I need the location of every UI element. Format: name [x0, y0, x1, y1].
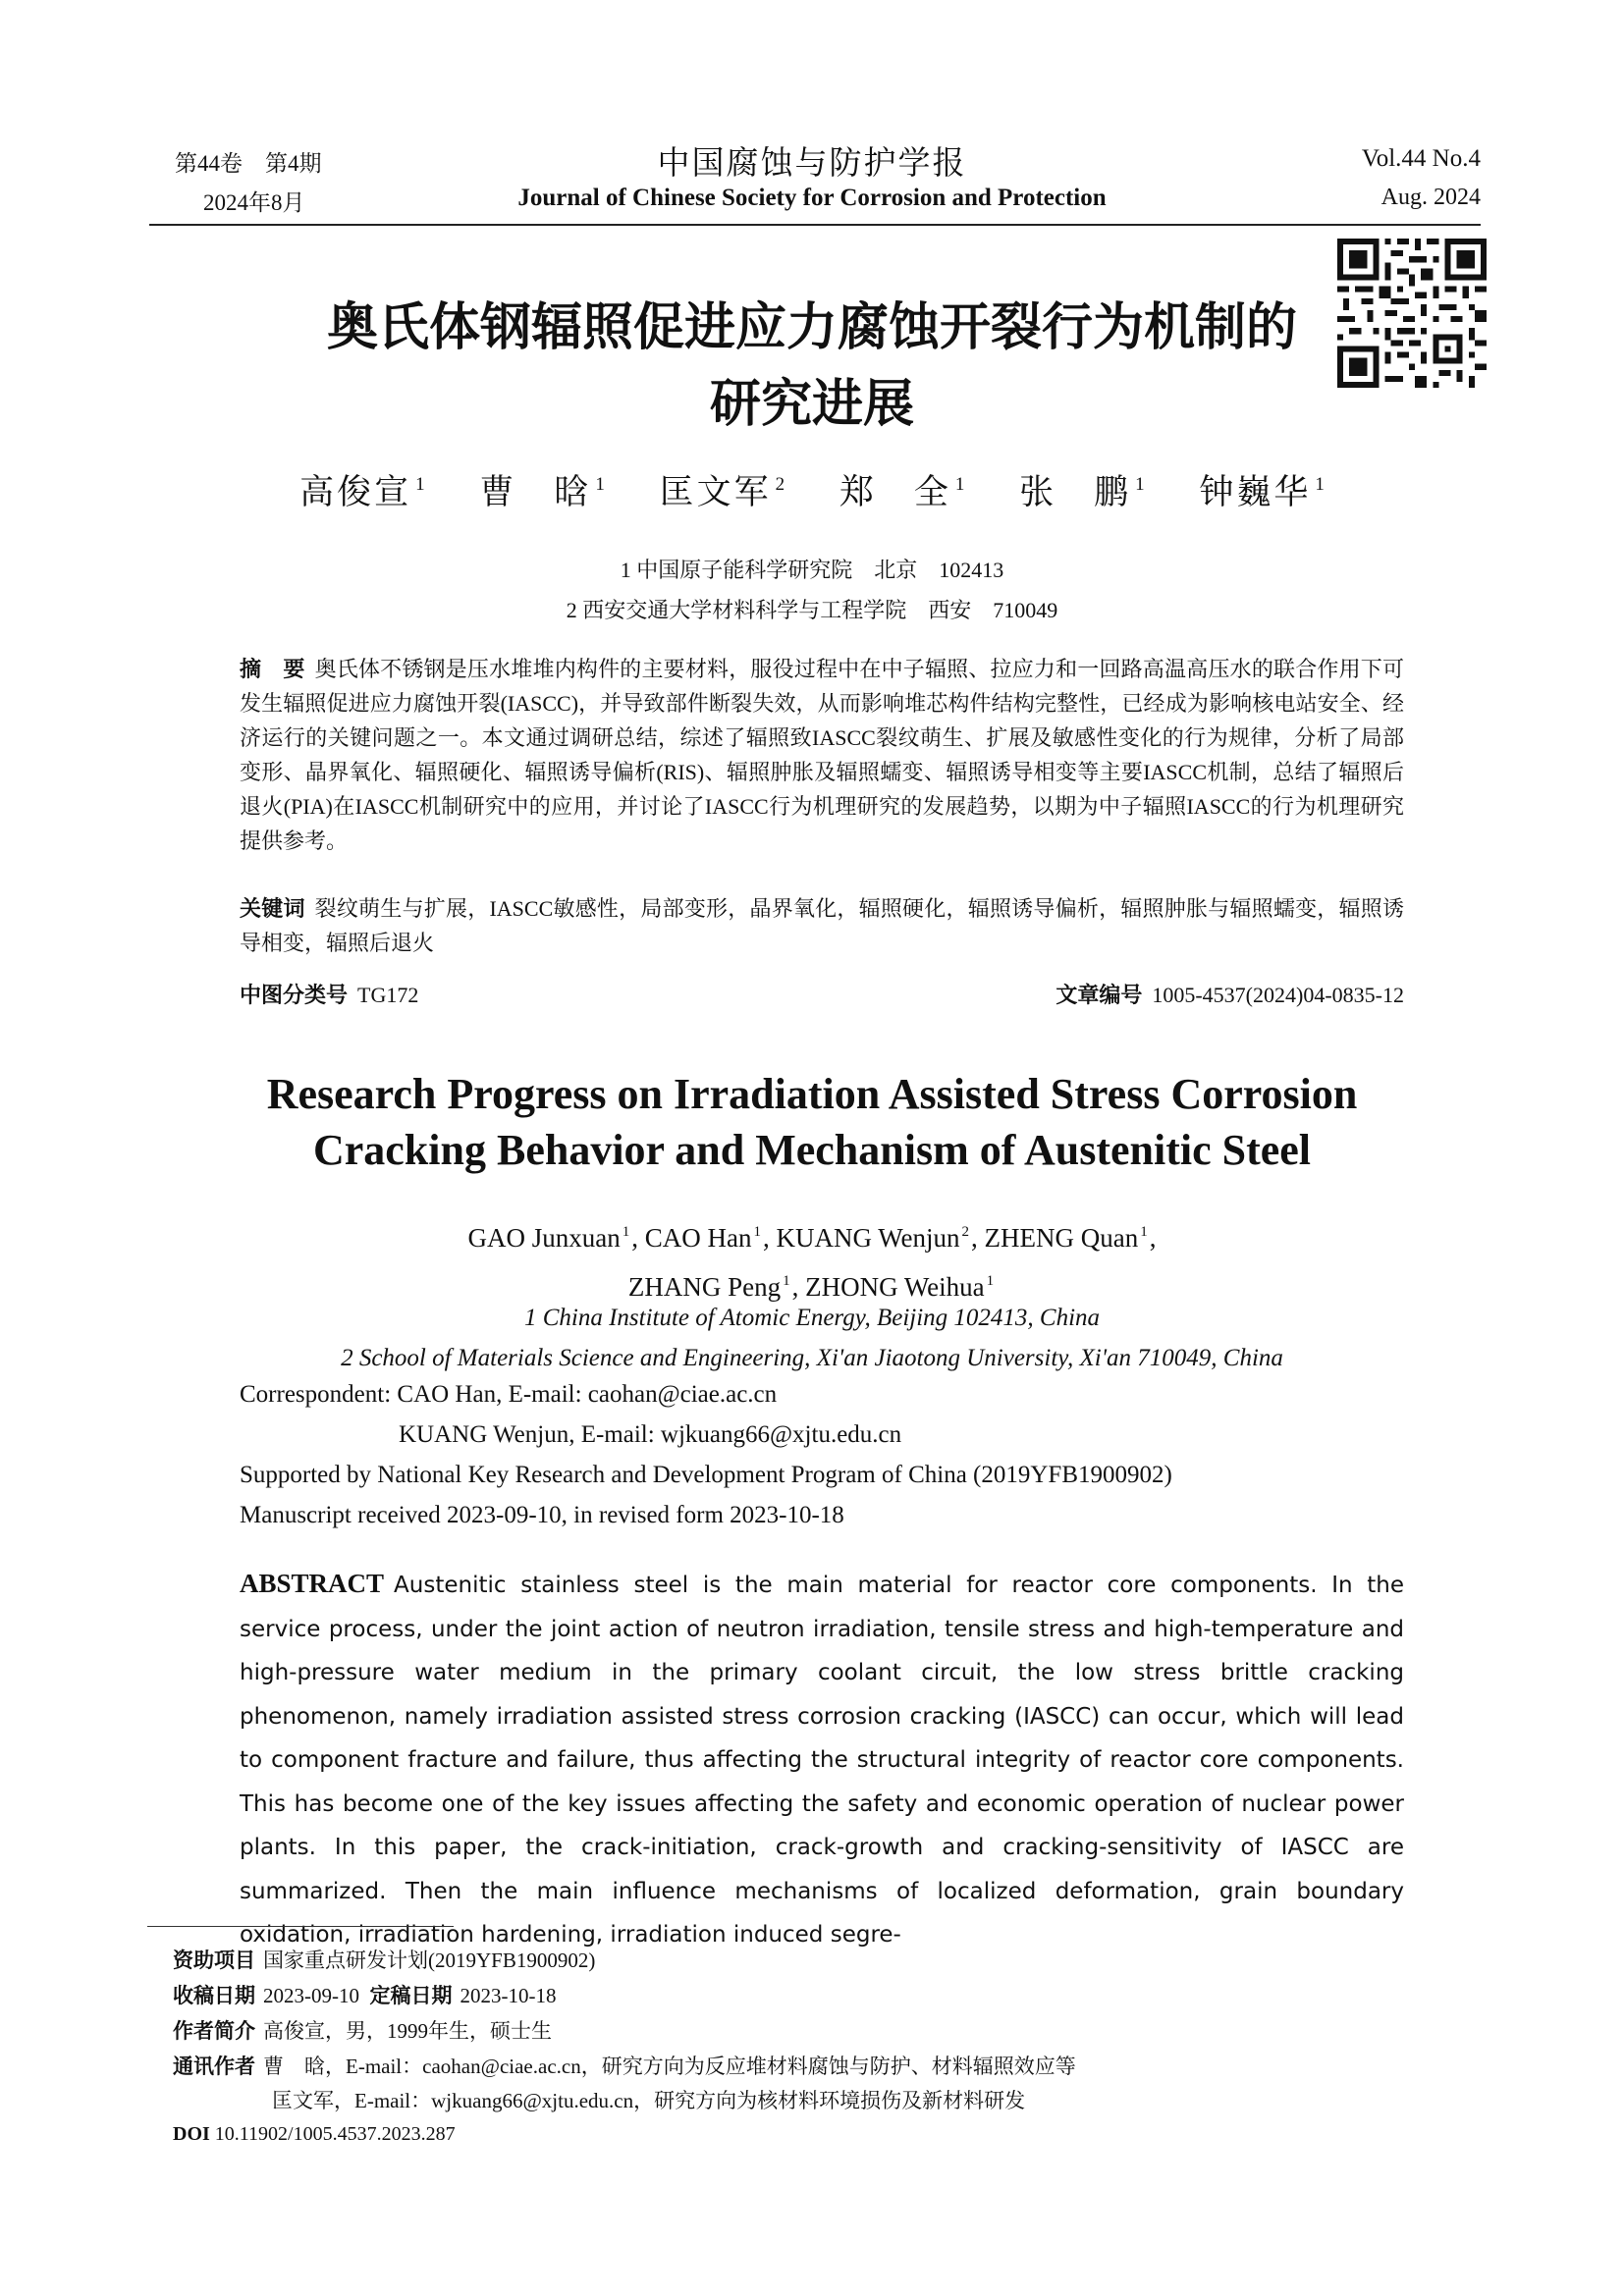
article-title-cn-line2: 研究进展 — [709, 377, 914, 433]
author-en: ZHANG Peng $^1$ — [627, 1272, 790, 1302]
author-en: ZHONG Weihua $^1$ — [805, 1272, 995, 1302]
footnote-dates: 收稿日期 2023-09-10 定稿日期 2023-10-18 — [173, 1984, 557, 2007]
abstract-en — [240, 1563, 1404, 1957]
author-list-en: GAO Junxuan $^1$, CAO Han $^1$, KUANG Wenjun $^2$, ZHENG Quan $^1$, ZHANG Peng $^1$, ZHONG Weihua $^1$ — [467, 1223, 1157, 1302]
author-cn: 郑 全 $^1$ — [839, 473, 965, 511]
article-title-cn — [295, 291, 1329, 444]
author-cn: 张 鹏 $^1$ — [1019, 473, 1145, 511]
affiliation-en: 1 China Institute of Atomic Energy, Beijing 102413, China — [523, 1305, 1101, 1331]
correspondent-line1: Correspondent: CAO Han, E-mail: caohan@ciae.ac.cn — [240, 1381, 778, 1408]
author-cn: 曹 晗 $^1$ — [479, 473, 605, 511]
footnote-funding: 资助项目 国家重点研发计划(2019YFB1900902) — [173, 1949, 596, 1972]
affiliation-en: 2 School of Materials Science and Engineering, Xi'an Jiaotong University, Xi'an 710049, China — [341, 1345, 1283, 1371]
abstract-en-label: ABSTRACT — [240, 1569, 385, 1598]
correspondent-line2: KUANG Wenjun, E-mail: wjkuang66@xjtu.edu.cn — [399, 1421, 902, 1448]
affiliation-cn: 2 西安交通大学材料科学与工程学院 西安 710049 — [566, 598, 1058, 622]
footnote-rule — [147, 1926, 454, 1927]
footnote-corresponding-2: 匡文军，E-mail：wjkuang66@xjtu.edu.cn，研究方向为核材料环境损伤及新材料研发 — [272, 2089, 1026, 2112]
abstract-cn-label: 摘 要 — [240, 657, 305, 681]
author-list-cn — [196, 465, 1428, 514]
footnote-corresponding: 通讯作者 曹 晗，E-mail：caohan@ciae.ac.cn，研究方向为反应堆材料腐蚀与防护、材料辐照效应等 — [173, 2055, 1076, 2078]
classification-number: 中图分类号 TG172 — [240, 983, 419, 1007]
footnote-author-bio: 作者简介 高俊宣，男，1999年生，硕士生 — [173, 2019, 552, 2043]
header-volume-cn: 第44卷 第4期 — [175, 151, 322, 176]
abstract-cn — [240, 652, 1404, 858]
author-cn: 高俊宣 $^1$ — [299, 473, 425, 511]
manuscript-dates: Manuscript received 2023-09-10, in revised form 2023-10-18 — [240, 1502, 844, 1528]
author-en: KUANG Wenjun $^2$ — [776, 1223, 970, 1253]
doi: DOI 10.11902/1005.4537.2023.287 — [173, 2123, 456, 2145]
article-title-en-line1: Research Progress on Irradiation Assisted Stress Corrosion — [266, 1070, 1358, 1118]
article-title-cn-line1: 奥氏体钢辐照促进应力腐蚀开裂行为机制的 — [326, 300, 1297, 356]
affiliations-en — [196, 1298, 1428, 1378]
affiliations-cn — [295, 550, 1329, 630]
keywords-cn-text: 裂纹萌生与扩展，IASCC敏感性，局部变形，晶界氧化，辐照硬化，辐照诱导偏析，辐照肿胀与辐照蠕变，辐照诱导相变，辐照后退火 — [240, 896, 1404, 955]
header-date-en: Aug. 2024 — [1380, 185, 1481, 210]
abstract-en-text: Austenitic stainless steel is the main material for reactor core components. In the service process, under the joint action of neutron irradiation, tensile stress and high-temperature and high-pressure water medium in the primary coolant circuit, the low stress brittle cracking phenomenon, namely irradiation assisted stress corrosion cracking (IASCC) can occur, which will lead to component fracture and failure, thus affecting the structural integrity of reactor core components. This has become one of the key issues affecting the safety and economic operation of nuclear power plants. In this paper, the crack-initiation, crack-growth and cracking-sensitivity of IASCC are summarized. Then the main influence mechanisms of localized deformation, grain boundary oxidation, irradiation hardening, irradiation induced segre- — [240, 1573, 1404, 1948]
journal-title-en: Journal of Chinese Society for Corrosion and Protection — [517, 185, 1107, 211]
header-rule — [149, 224, 1481, 226]
author-cn: 匡文军 $^2$ — [659, 473, 785, 511]
affiliation-cn: 1 中国原子能科学研究院 北京 102413 — [620, 558, 1004, 582]
support-statement: Supported by National Key Research and Development Program of China (2019YFB1900902) — [240, 1462, 1172, 1488]
article-title-en-line2: Cracking Behavior and Mechanism of Austenitic Steel — [312, 1126, 1312, 1174]
journal-title-cn: 中国腐蚀与防护学报 — [657, 146, 967, 182]
header-date-cn: 2024年8月 — [203, 190, 305, 215]
author-cn: 钟巍华 $^1$ — [1199, 473, 1325, 511]
author-en: ZHENG Quan $^1$ — [984, 1223, 1148, 1253]
author-en: GAO Junxuan $^1$ — [467, 1223, 630, 1253]
qr-code-icon — [1337, 239, 1487, 388]
article-number: 文章编号 1005-4537(2024)04-0835-12 — [1056, 983, 1404, 1007]
author-en: CAO Han $^1$ — [644, 1223, 761, 1253]
abstract-cn-text: 奥氏体不锈钢是压水堆堆内构件的主要材料，服役过程中在中子辐照、拉应力和一回路高温高压水的联合作用下可发生辐照促进应力腐蚀开裂(IASCC)，并导致部件断裂失效，从而影响堆芯构件结构完整性，已经成为影响核电站安全、经济运行的关键问题之一。本文通过调研总结，综述了辐照致IASCC裂纹萌生、扩展及敏感性变化的行为规律，分析了局部变形、晶界氧化、辐照硬化、辐照诱导偏析(RIS)、辐照肿胀及辐照蠕变、辐照诱导相变等主要IASCC机制，总结了辐照后退火(PIA)在IASCC机制研究中的应用，并讨论了IASCC行为机理研究的发展趋势，以期为中子辐照IASCC的行为机理研究提供参考。 — [240, 657, 1404, 853]
keywords-cn — [240, 891, 1404, 960]
keywords-cn-label: 关键词 — [240, 896, 305, 921]
article-title-en — [196, 1066, 1428, 1178]
header-volume-en: Vol.44 No.4 — [1361, 145, 1481, 172]
